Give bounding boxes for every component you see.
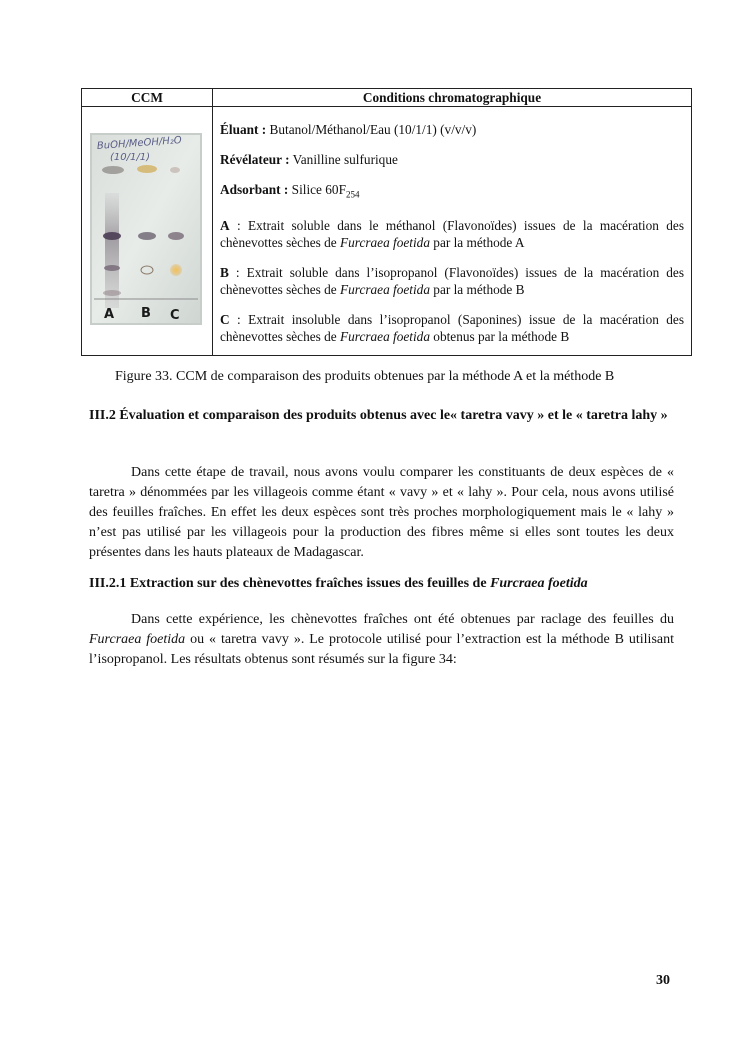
heading-text: III.2.1 Extraction sur des chènevottes fraîches issues des feuilles de xyxy=(89,576,491,591)
lane-b-text: : Extrait soluble dans l’isopropanol (Flavonoïdes) issues de la macération des chènevottes sèches de xyxy=(220,264,684,297)
adsorbant-label: Adsorbant : xyxy=(220,182,289,197)
lane-a-description xyxy=(220,217,684,251)
page-number: 30 xyxy=(656,973,670,988)
lane-c-description xyxy=(220,311,684,345)
lane-a-species: Furcraea foetida xyxy=(340,234,430,250)
lane-b-method: par la méthode B xyxy=(429,281,525,297)
table-header-row xyxy=(82,89,692,107)
header-conditions: Conditions chromatographique xyxy=(213,89,692,107)
lane-c-letter: C xyxy=(220,311,230,327)
lane-b-letter: B xyxy=(220,264,229,280)
lane-label-c: C xyxy=(170,308,180,323)
adsorbant-subscript: 254 xyxy=(345,189,360,200)
section-iii-2-1-paragraph xyxy=(89,610,674,670)
heading-species: Furcraea foetida xyxy=(490,576,588,591)
lane-label-a: A xyxy=(104,307,115,322)
conditions-cell xyxy=(213,107,692,356)
eluant-line xyxy=(220,121,684,138)
lane-a-letter: A xyxy=(220,217,230,233)
tlc-plate-photo xyxy=(90,133,202,325)
handwriting-ratio: (10/1/1) xyxy=(110,152,150,163)
revelateur-label: Révélateur : xyxy=(220,152,290,167)
lane-c-text: : Extrait insoluble dans l’isopropanol (Saponines) issue de la macération des chènevottes sèches de xyxy=(220,311,684,344)
section-iii-2-paragraph: Dans cette étape de travail, nous avons voulu comparer les constituants de deux espèces de « taretra » dénommées par les villageois comme étant « vavy » et « lahy ». Pour cela, nous avons utilisé des feuilles fraîches. En effet les deux espèces sont très proches morphologiquement mais le « lahy » n’est pas utilisé par les villageois pour la production des fibres même si elles sont toutes les deux présentes dans les hauts plateaux de Madagascar. xyxy=(89,465,674,560)
para-text-start: Dans cette expérience, les chènevottes fraîches ont été obtenues par raclage des feuilles du xyxy=(131,612,674,627)
ccm-conditions-table xyxy=(81,88,692,356)
table-body-row xyxy=(82,107,692,356)
handwriting-solvent: BuOH/MeOH/H₂O xyxy=(96,135,183,152)
lane-label-b: B xyxy=(141,306,151,321)
para-text-end: ou « taretra vavy ». Le protocole utilisé pour l’extraction est la méthode B utilisant l’isopropanol. Les résultats obtenus sont résumés sur la figure 34: xyxy=(89,632,675,667)
lane-b-species: Furcraea foetida xyxy=(340,281,430,297)
lane-b-description xyxy=(220,264,684,298)
lane-a-text: : Extrait soluble dans le méthanol (Flavonoïdes) issues de la macération des chènevottes sèches de xyxy=(220,217,684,250)
revelateur-value: Vanilline sulfurique xyxy=(292,152,398,167)
eluant-value: Butanol/Méthanol/Eau (10/1/1) (v/v/v) xyxy=(269,122,477,137)
eluant-label: Éluant : xyxy=(220,122,267,137)
lane-a-method: par la méthode A xyxy=(429,234,525,250)
figure-caption: Figure 33. CCM de comparaison des produits obtenues par la méthode A et la méthode B xyxy=(115,369,615,384)
para-species: Furcraea foetida xyxy=(89,632,186,647)
tlc-plate-cell xyxy=(82,107,213,356)
lane-c-species: Furcraea foetida xyxy=(340,328,430,344)
adsorbant-line xyxy=(220,181,684,204)
adsorbant-value: Silice 60F xyxy=(291,182,346,197)
header-ccm: CCM xyxy=(82,89,213,107)
section-heading-iii-2-1 xyxy=(89,574,674,594)
revelateur-line xyxy=(220,151,684,168)
lane-c-method: obtenus par la méthode B xyxy=(429,328,570,344)
section-heading-iii-2: III.2 Évaluation et comparaison des produits obtenus avec le« taretra vavy » et le « taretra lahy » xyxy=(89,408,668,423)
